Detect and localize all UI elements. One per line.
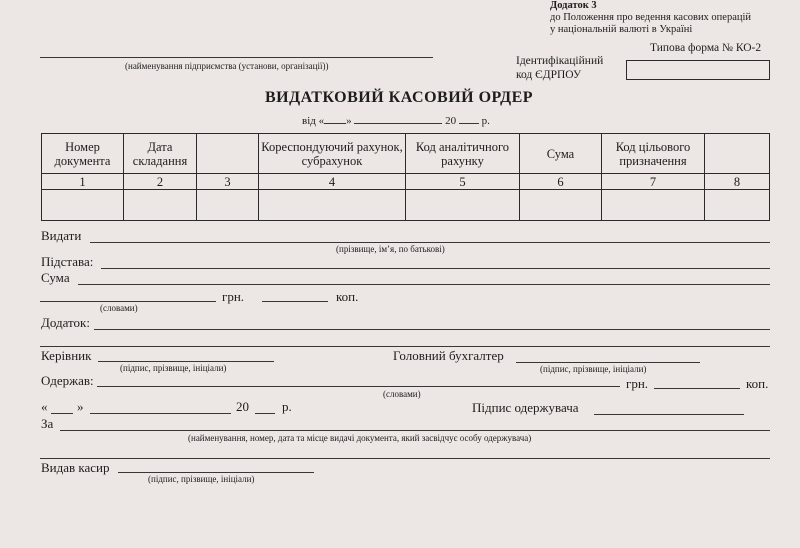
cell-doc-number[interactable]	[42, 190, 124, 221]
edrpou-code-box[interactable]	[626, 60, 770, 80]
issue-field[interactable]	[90, 242, 770, 243]
identity-document-field-2[interactable]	[40, 458, 770, 459]
issue-caption: (прізвище, ім’я, по батькові)	[336, 244, 445, 254]
appendix-line-3: у національній валюті в Україні	[550, 24, 693, 35]
received-uah-label: грн.	[626, 376, 649, 391]
cell-sum[interactable]	[520, 190, 602, 221]
header-blank-2	[705, 134, 770, 174]
receipt-date-open: «	[41, 399, 48, 414]
header-blank	[197, 134, 259, 174]
cashier-label: Видав касир	[41, 460, 110, 475]
head-sign-caption: (підпис, прізвище, ініціали)	[120, 363, 227, 373]
date-month-field[interactable]	[354, 123, 442, 124]
column-number: 8	[705, 174, 770, 190]
edrpou-label-line-1: Ідентифікаційний	[516, 55, 604, 67]
by-label: За	[41, 416, 54, 431]
column-number: 7	[602, 174, 705, 190]
basis-field[interactable]	[101, 268, 770, 269]
received-words-field[interactable]	[97, 386, 620, 387]
head-label: Керівник	[41, 348, 92, 363]
document-title: ВИДАТКОВИЙ КАСОВИЙ ОРДЕР	[265, 89, 534, 106]
sum-words-field[interactable]	[78, 284, 770, 285]
date-from-label: від «	[302, 115, 325, 127]
cell-corr-account[interactable]	[259, 190, 406, 221]
cell-doc-date[interactable]	[124, 190, 197, 221]
date-year-suffix: р.	[481, 115, 490, 127]
column-number: 5	[406, 174, 520, 190]
receipt-day-field[interactable]	[51, 413, 73, 414]
cashier-caption: (підпис, прізвище, ініціали)	[148, 474, 255, 484]
cell-blank-2[interactable]	[705, 190, 770, 221]
date-close-quote: »	[346, 115, 352, 127]
chief-accountant-sign-field[interactable]	[516, 362, 700, 363]
attachment-label: Додаток:	[41, 315, 90, 330]
order-table	[41, 133, 770, 221]
header-analytic-code: Код аналітичного рахунку	[406, 134, 520, 174]
form-type: Типова форма № КО-2	[650, 42, 762, 54]
table-entry-row	[42, 190, 770, 221]
cell-blank[interactable]	[197, 190, 259, 221]
date-day-field[interactable]	[324, 123, 346, 124]
column-number: 4	[259, 174, 406, 190]
header-doc-date: Дата складання	[124, 134, 197, 174]
chief-accountant-caption: (підпис, прізвище, ініціали)	[540, 364, 647, 374]
chief-accountant-label: Головний бухгалтер	[393, 348, 504, 363]
column-number: 6	[520, 174, 602, 190]
header-sum: Сума	[520, 134, 602, 174]
sum-words-field-2[interactable]	[40, 301, 216, 302]
enterprise-caption: (найменування підприємства (установи, організації))	[125, 61, 329, 71]
receipt-year-prefix: 20	[236, 399, 249, 414]
column-number: 3	[197, 174, 259, 190]
received-caption: (словами)	[383, 389, 421, 399]
head-sign-field[interactable]	[98, 361, 274, 362]
identity-document-caption: (найменування, номер, дата та місце видачі документа, який засвідчує особу одержувача)	[188, 433, 532, 443]
sum-words-caption: (словами)	[100, 303, 138, 313]
sum-label: Сума	[41, 270, 70, 285]
recipient-sign-label: Підпис одержувача	[472, 400, 579, 415]
receipt-month-field[interactable]	[90, 413, 231, 414]
receipt-year-suffix: р.	[282, 399, 292, 414]
recipient-sign-field[interactable]	[594, 414, 744, 415]
header-corr-account: Кореспондуючий рахунок, субрахунок	[259, 134, 406, 174]
attachment-field[interactable]	[94, 329, 770, 330]
column-number: 1	[42, 174, 124, 190]
issue-label: Видати	[41, 228, 82, 243]
edrpou-label	[516, 54, 603, 82]
cell-analytic-code[interactable]	[406, 190, 520, 221]
order-date-line	[302, 115, 490, 127]
received-label: Одержав:	[41, 373, 94, 388]
basis-label: Підстава:	[41, 254, 94, 269]
table-number-row	[42, 174, 770, 190]
enterprise-field[interactable]	[40, 57, 433, 58]
cell-purpose-code[interactable]	[602, 190, 705, 221]
sum-uah-label: грн.	[222, 289, 245, 304]
cashier-sign-field[interactable]	[118, 472, 314, 473]
received-kop-label: коп.	[746, 376, 769, 391]
appendix-line-2: до Положення про ведення касових операцій	[550, 12, 752, 23]
sum-kop-field[interactable]	[262, 301, 328, 302]
header-purpose-code: Код цільового призначення	[602, 134, 705, 174]
table-header-row	[42, 134, 770, 174]
appendix-title: Додаток 3	[550, 0, 597, 11]
appendix-block	[550, 0, 751, 36]
received-kop-field[interactable]	[654, 388, 740, 389]
identity-document-field[interactable]	[60, 430, 770, 431]
header-doc-number: Номер документа	[42, 134, 124, 174]
attachment-field-2[interactable]	[40, 346, 770, 347]
receipt-year-field[interactable]	[255, 413, 275, 414]
edrpou-label-line-2: код ЄДРПОУ	[516, 69, 582, 81]
sum-kop-label: коп.	[336, 289, 359, 304]
date-year-prefix: 20	[445, 115, 457, 127]
column-number: 2	[124, 174, 197, 190]
date-year-field[interactable]	[459, 123, 479, 124]
receipt-date-close: »	[77, 399, 84, 414]
